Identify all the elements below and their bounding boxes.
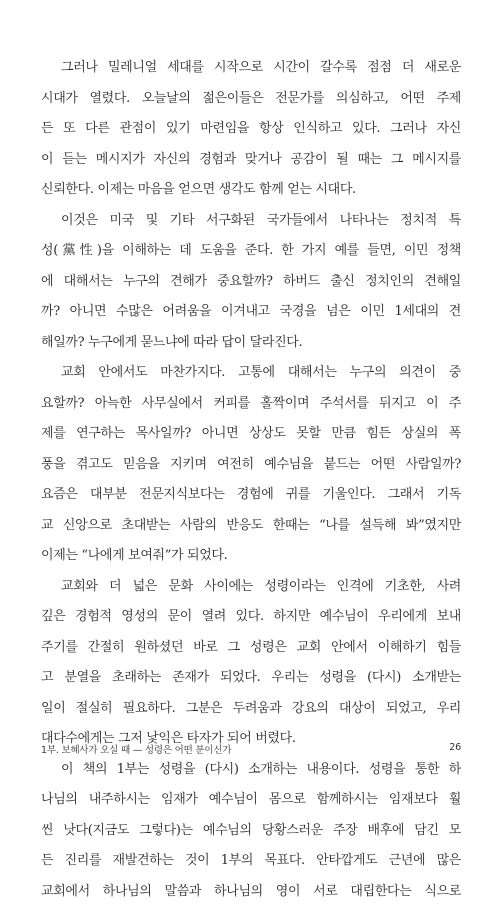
text-line: 교 신앙으로 초대받는 사람의 반응도 한때는 “나를 설득해 봐”였지만: [41, 511, 461, 542]
text-line: 요할까? 아늑한 사무실에서 커피를 홀짝이며 주석서를 뒤지고 이 주: [41, 389, 461, 420]
text-line: 까? 아니면 수많은 어려움을 이겨내고 국경을 넘은 이민 1세대의 견: [41, 297, 461, 328]
text-line: 제를 연구하는 목사일까? 아니면 상상도 못할 만큼 힘든 상실의 폭: [41, 419, 461, 450]
text-line: 대다수에게는 그저 낯익은 타자가 되어 버렸다.: [41, 724, 461, 755]
text-line: 그러나 밀레니얼 세대를 시작으로 시간이 갈수록 점점 더 새로운: [41, 53, 461, 84]
text-line: 든 또 다른 관점이 있기 마련임을 항상 인식하고 있다. 그러나 자신: [41, 114, 461, 145]
text-line: 이 책의 1부는 성령을 (다시) 소개하는 내용이다. 성령을 통한 하: [41, 755, 461, 786]
running-head: 1부. 보혜사가 오실 때 — 성령은 어떤 분이신가: [41, 742, 231, 756]
text-line: 해일까? 누구에게 묻느냐에 따라 답이 달라진다.: [41, 328, 461, 359]
page-footer: [41, 742, 461, 758]
body-text: [41, 53, 461, 907]
page-number: 26: [449, 742, 461, 753]
text-line: 성(黨性)을 이해하는 데 도움을 준다. 한 가지 예를 들면, 이민 정책: [41, 236, 461, 267]
text-line: 고 분열을 초래하는 존재가 되었다. 우리는 성령을 (다시) 소개받는: [41, 663, 461, 694]
text-line: 주기를 간절히 원하셨던 바로 그 성령은 교회 안에서 이해하기 힘들: [41, 633, 461, 664]
text-line: 깊은 경험적 영성의 문이 열려 있다. 하지만 예수님이 우리에게 보내: [41, 602, 461, 633]
text-line: 교회와 더 넓은 문화 사이에는 성령이라는 인격에 기초한, 사려: [41, 572, 461, 603]
text-line: 신뢰한다. 이제는 마음을 얻으면 생각도 함께 얻는 시대다.: [41, 175, 461, 206]
text-line: 이것은 미국 및 기타 서구화된 국가들에서 나타나는 정치적 특: [41, 206, 461, 237]
text-line: 일이 절실히 필요하다. 그분은 두려움과 강요의 대상이 되었고, 우리: [41, 694, 461, 725]
text-line: 이제는 “나에게 보여줘”가 되었다.: [41, 541, 461, 572]
text-line: 이 듣는 메시지가 자신의 경험과 맞거나 공감이 될 때는 그 메시지를: [41, 145, 461, 176]
text-line: 씬 낫다(지금도 그렇다)는 예수님의 당황스러운 주장 배후에 담긴 모: [41, 816, 461, 847]
text-line: 풍을 겪고도 믿음을 지키며 여전히 예수님을 붙드는 어떤 사람일까?: [41, 450, 461, 481]
text-line: 에 대해서는 누구의 견해가 중요할까? 하버드 출신 정치인의 견해일: [41, 267, 461, 298]
text-line: 든 진리를 재발견하는 것이 1부의 목표다. 안타깝게도 근년에 많은: [41, 846, 461, 877]
text-line: 나님의 내주하시는 임재가 예수님이 몸으로 함께하시는 임재보다 훨: [41, 785, 461, 816]
text-line: 시대가 열렸다. 오늘날의 젊은이들은 전문가를 의심하고, 어떤 주제: [41, 84, 461, 115]
text-line: 교회에서 하나님의 말씀과 하나님의 영이 서로 대립한다는 식으로: [41, 877, 461, 907]
text-line: 교회 안에서도 마찬가지다. 고통에 대해서는 누구의 의견이 중: [41, 358, 461, 389]
text-line: 요즘은 대부분 전문지식보다는 경험에 귀를 기울인다. 그래서 기독: [41, 480, 461, 511]
